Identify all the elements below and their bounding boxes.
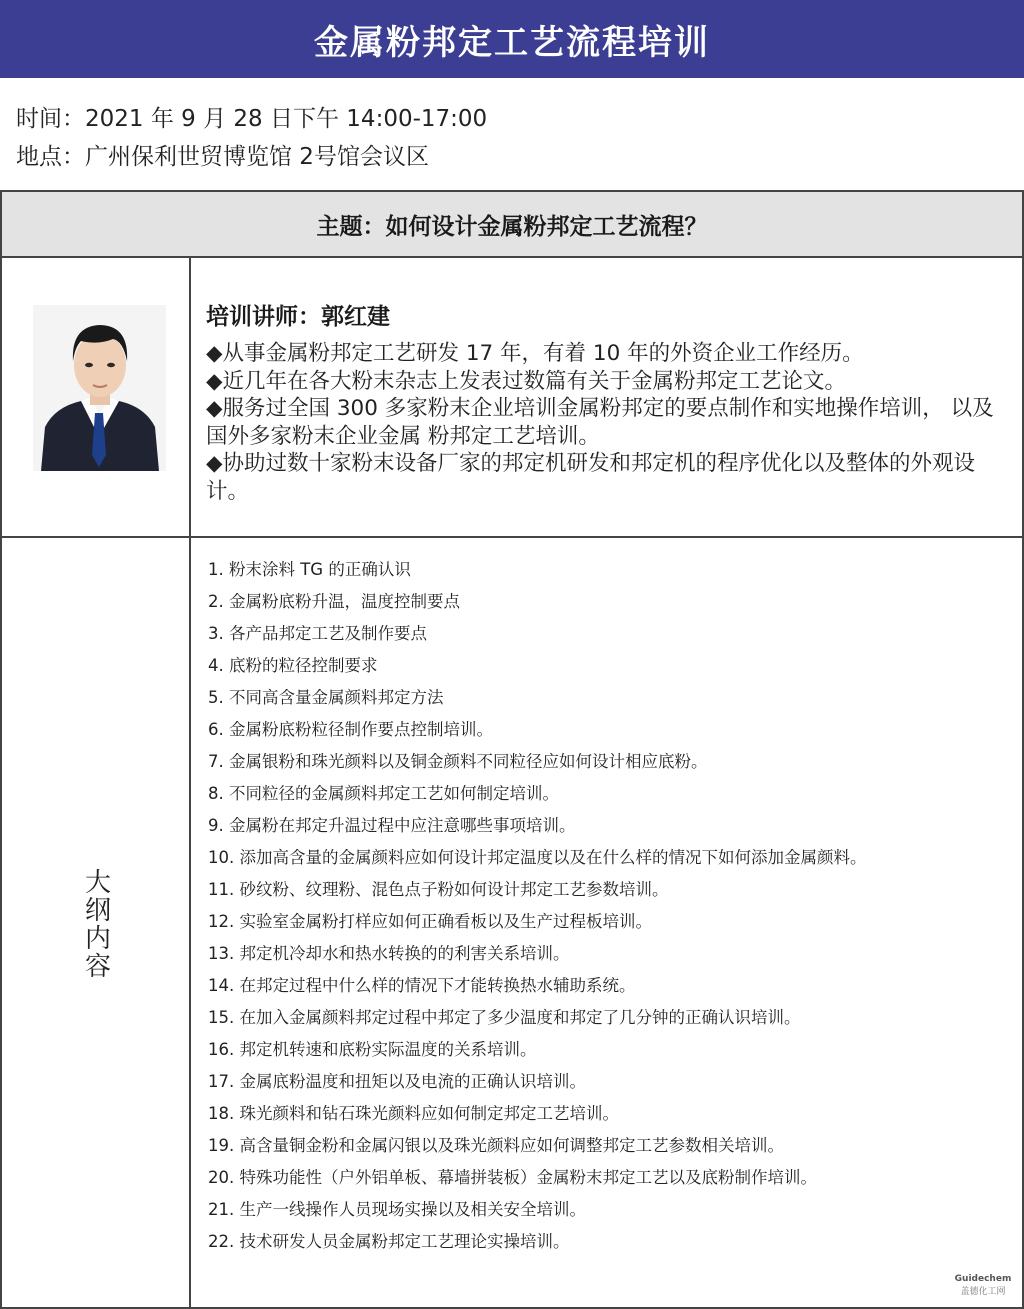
outline-list xyxy=(208,554,867,1258)
teacher-portrait xyxy=(33,305,166,471)
outline-item: 16. 邦定机转速和底粉实际温度的关系培训。 xyxy=(208,1040,537,1059)
event-time: 时间：2021 年 9 月 28 日下午 14:00-17:00 xyxy=(16,106,488,132)
bio-line: ◆协助过数十家粉末设备厂家的邦定机研发和邦定机的程序优化以及整体的外观设计。 xyxy=(206,451,976,504)
teacher-name: 培训讲师：郭红建 xyxy=(206,304,390,330)
outline-item: 3. 各产品邦定工艺及制作要点 xyxy=(208,624,427,643)
outline-item: 13. 邦定机冷却水和热水转换的的利害关系培训。 xyxy=(208,944,570,963)
portrait-image xyxy=(33,305,166,471)
teacher-bio xyxy=(206,340,996,505)
outline-item: 12. 实验室金属粉打样应如何正确看板以及生产过程板培训。 xyxy=(208,912,652,931)
outline-label: 大纲内容 xyxy=(80,867,111,980)
outline-item: 6. 金属粉底粉粒径制作要点控制培训。 xyxy=(208,720,493,739)
event-info xyxy=(16,100,487,176)
outline-item: 8. 不同粒径的金属颜料邦定工艺如何制定培训。 xyxy=(208,784,559,803)
outline-item: 11. 砂纹粉、纹理粉、混色点子粉如何设计邦定工艺参数培训。 xyxy=(208,880,669,899)
outline-item: 2. 金属粉底粉升温，温度控制要点 xyxy=(208,592,460,611)
bio-line: ◆服务过全国 300 多家粉末企业培训金属粉邦定的要点制作和实地操作培训， 以及国外多家粉末企业金属 粉邦定工艺培训。 xyxy=(206,396,994,449)
outline-item: 5. 不同高含量金属颜料邦定方法 xyxy=(208,688,444,707)
outline-item: 15. 在加入金属颜料邦定过程中邦定了多少温度和邦定了几分钟的正确认识培训。 xyxy=(208,1008,801,1027)
outline-label-cell xyxy=(2,538,191,1309)
outline-item: 10. 添加高含量的金属颜料应如何设计邦定温度以及在什么样的情况下如何添加金属颜料。 xyxy=(208,848,867,867)
bio-line: ◆近几年在各大粉末杂志上发表过数篇有关于金属粉邦定工艺论文。 xyxy=(206,368,847,394)
teacher-photo-cell xyxy=(2,258,191,536)
event-place: 地点：广州保利世贸博览馆 2号馆会议区 xyxy=(16,144,429,170)
theme-label: 主题：如何设计金属粉邦定工艺流程？ xyxy=(316,213,708,240)
outline-row xyxy=(2,538,1022,1309)
outline-item: 19. 高含量铜金粉和金属闪银以及珠光颜料应如何调整邦定工艺参数相关培训。 xyxy=(208,1136,784,1155)
outline-item: 9. 金属粉在邦定升温过程中应注意哪些事项培训。 xyxy=(208,816,576,835)
outline-item: 17. 金属底粉温度和扭矩以及电流的正确认识培训。 xyxy=(208,1072,586,1091)
page-title: 金属粉邦定工艺流程培训 xyxy=(314,22,710,63)
outline-item: 1. 粉末涂料 TG 的正确认识 xyxy=(208,560,411,579)
outline-item: 20. 特殊功能性（户外铝单板、幕墙拼装板）金属粉末邦定工艺以及底粉制作培训。 xyxy=(208,1168,817,1187)
course-table xyxy=(0,190,1024,1309)
outline-item: 22. 技术研发人员金属粉邦定工艺理论实操培训。 xyxy=(208,1232,570,1251)
teacher-info-cell xyxy=(191,258,1022,536)
outline-item: 7. 金属银粉和珠光颜料以及铜金颜料不同粒径应如何设计相应底粉。 xyxy=(208,752,708,771)
title-banner xyxy=(0,0,1024,78)
watermark-brand: Guidechem xyxy=(954,1274,1012,1284)
theme-row xyxy=(2,192,1022,258)
bio-line: ◆从事金属粉邦定工艺研发 17 年，有着 10 年的外资企业工作经历。 xyxy=(206,341,864,366)
outline-item: 21. 生产一线操作人员现场实操以及相关安全培训。 xyxy=(208,1200,586,1219)
outline-item: 14. 在邦定过程中什么样的情况下才能转换热水辅助系统。 xyxy=(208,976,636,995)
watermark-sub: 盖德化工网 xyxy=(960,1287,1006,1297)
teacher-row xyxy=(2,258,1022,538)
outline-item: 4. 底粉的粒径控制要求 xyxy=(208,656,378,675)
outline-item: 18. 珠光颜料和钻石珠光颜料应如何制定邦定工艺培训。 xyxy=(208,1104,619,1123)
outline-content-cell xyxy=(191,538,1022,1309)
guidechem-watermark xyxy=(952,1274,1014,1306)
